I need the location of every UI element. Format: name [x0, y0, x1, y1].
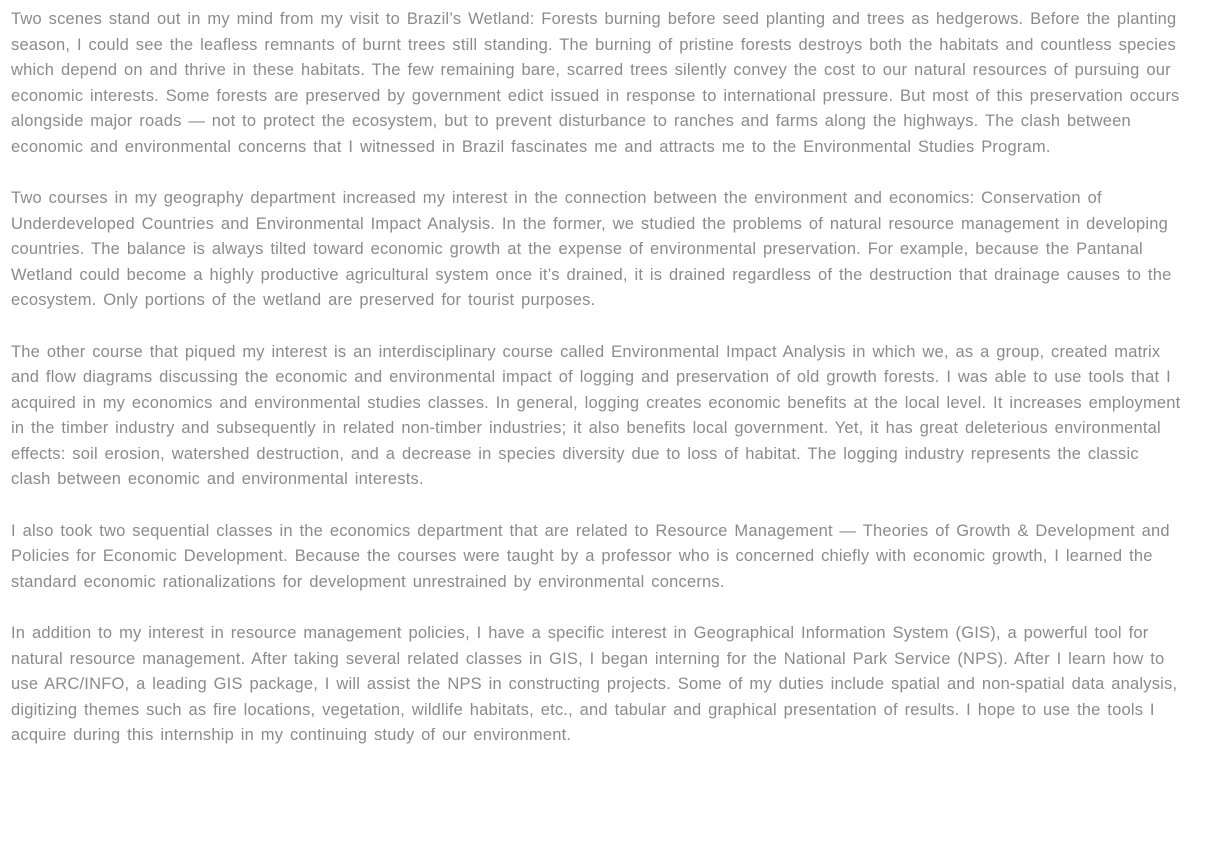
essay-paragraph-brazil-wetland: Two scenes stand out in my mind from my visit to Brazil’s Wetland: Forests burning before seed planting and trees as hedgerows. Before the planting season, I could see the leafless remnants of burnt trees still standing. The burning of pristine forests destroys both the habitats and countless species which depend on and thrive in these habitats. The few remaining bare, scarred trees silently convey the cost to our natural resources of pursuing our economic interests. Some forests are preserved by government edict issued in response to international pressure. But most of this preservation occurs alongside major roads — not to protect the ecosystem, but to prevent disturbance to ranches and farms along the highways. The clash between economic and environmental concerns that I witnessed in Brazil fascinates me and attracts me to the Environmental Studies Program. [11, 10, 1180, 156]
essay-paragraph-economics-classes: I also took two sequential classes in the economics department that are related to Resource Management — Theories of Growth & Development and Policies for Economic Development. Because the courses were taught by a professor who is concerned chiefly with economic growth, I learned the standard economic rationalizations for development unrestrained by environmental concerns. [11, 521, 1170, 591]
essay-paragraph-geography-courses: Two courses in my geography department increased my interest in the connection between the environment and economics: Conservation of Underdeveloped Countries and Environmental Impact Analysis. In the former, we studied the problems of natural resource management in developing countries. The balance is always tilted toward economic growth at the expense of environmental preservation. For example, because the Pantanal Wetland could become a highly productive agricultural system once it’s drained, it is drained regardless of the destruction that drainage causes to the ecosystem. Only portions of the wetland are preserved for tourist purposes. [11, 189, 1172, 309]
essay-paragraph-impact-analysis: The other course that piqued my interest is an interdisciplinary course called Environmental Impact Analysis in which we, as a group, created matrix and flow diagrams discussing the economic and environmental impact of logging and preservation of old growth forests. I was able to use tools that I acquired in my economics and environmental studies classes. In general, logging creates economic benefits at the local level. It increases employment in the timber industry and subsequently in related non-timber industries; it also benefits local government. Yet, it has great deleterious environmental effects: soil erosion, watershed destruction, and a decrease in species diversity due to loss of habitat. The logging industry represents the classic clash between economic and environmental interests. [11, 342, 1181, 488]
essay-paragraph-gis-internship: In addition to my interest in resource management policies, I have a specific interest in Geographical Information System (GIS), a powerful tool for natural resource management. After taking several related classes in GIS, I began interning for the National Park Service (NPS). After I learn how to use ARC/INFO, a leading GIS package, I will assist the NPS in constructing projects. Some of my duties include spatial and non-spatial data analysis, digitizing themes such as fire locations, vegetation, wildlife habitats, etc., and tabular and graphical presentation of results. I hope to use the tools I acquire during this internship in my continuing study of our environment. [11, 624, 1178, 744]
